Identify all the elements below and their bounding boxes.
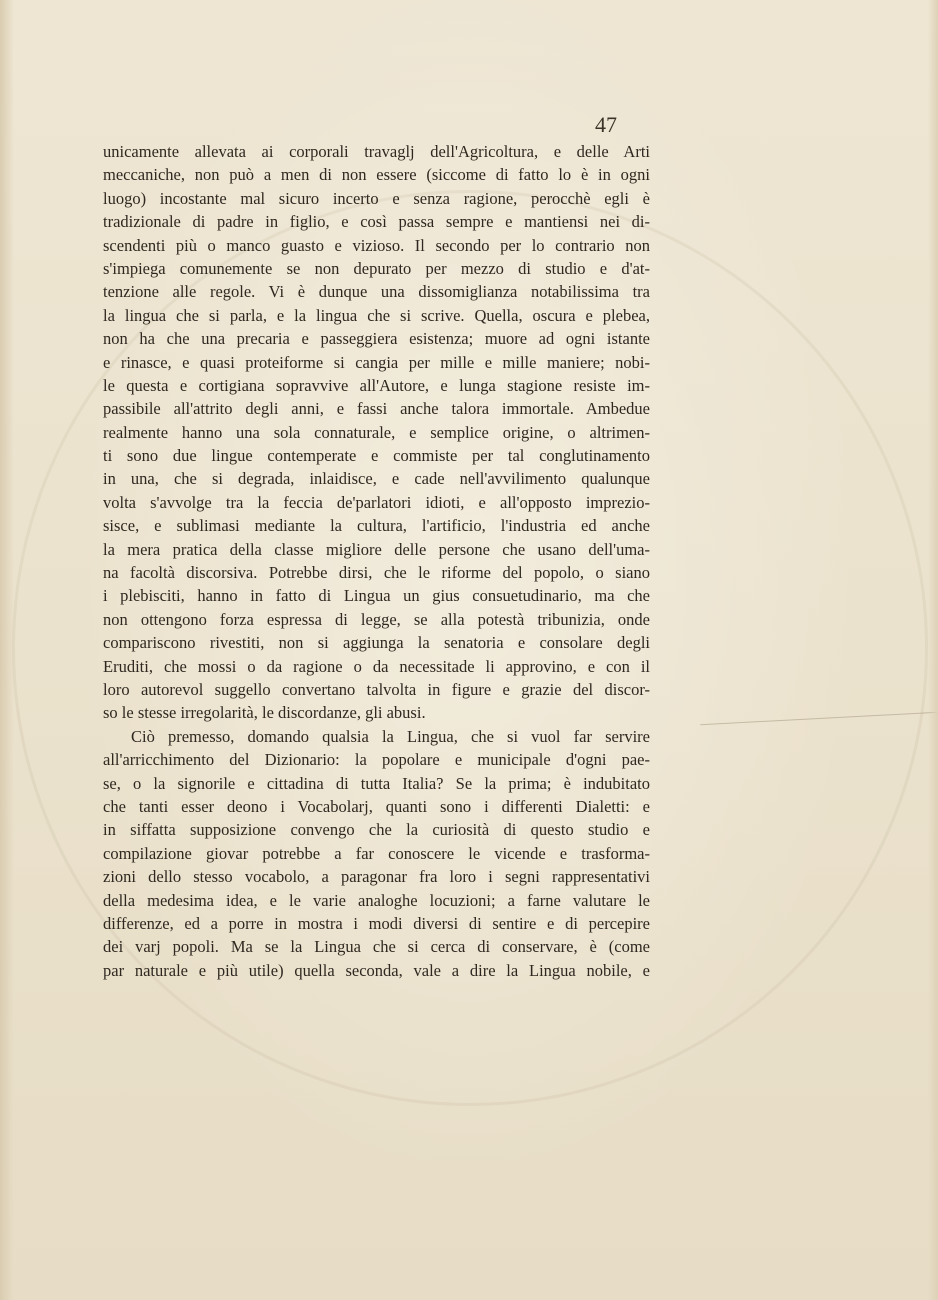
paper-crease (700, 712, 938, 725)
text-line: non ottengono forza espressa di legge, se alla potestà tribunizia, onde (103, 609, 650, 629)
text-line: na facoltà discorsiva. Potrebbe dirsi, che le riforme del popolo, o siano (103, 563, 650, 583)
text-line: volta s'avvolge tra la feccia de'parlatori idioti, e all'opposto imprezio- (103, 492, 650, 512)
text-line: in siffatta supposizione convengo che la curiosità di questo studio e (103, 820, 650, 840)
text-line: le questa e cortigiana sopravvive all'Autore, e lunga stagione resiste im- (103, 375, 650, 395)
text-line: tenzione alle regole. Vi è dunque una dissomiglianza notabilissima tra (103, 282, 650, 302)
text-line: in una, che si degrada, inlaidisce, e cade nell'avvilimento qualunque (103, 469, 650, 489)
text-line: all'arricchimento del Dizionario: la popolare e municipale d'ogni pae- (103, 750, 650, 770)
text-line: compariscono rivestiti, non si aggiunga la senatoria e consolare degli (103, 633, 650, 653)
paragraph-2 (103, 725, 650, 982)
text-line: passibile all'attrito degli anni, e fassi anche talora immortale. Ambedue (103, 399, 650, 419)
text-line: che tanti esser deono i Vocabolarj, quanti sono i differenti Dialetti: e (103, 796, 650, 816)
paragraph-1 (103, 140, 650, 725)
text-line: Eruditi, che mossi o da ragione o da necessitade li approvino, e con il (103, 656, 650, 676)
text-line: differenze, ed a porre in mostra i modi diversi di sentire e di percepire (103, 913, 650, 933)
text-line: s'impiega comunemente se non depurato per mezzo di studio e d'at- (103, 258, 650, 278)
text-line: zioni dello stesso vocabolo, a paragonar fra loro i segni rappresentativi (103, 867, 650, 887)
text-line: unicamente allevata ai corporali travaglj dell'Agricoltura, e delle Arti (103, 142, 650, 161)
text-line: luogo) incostante mal sicuro incerto e senza ragione, perocchè egli è (103, 188, 650, 208)
text-line: scendenti più o manco guasto e vizioso. Il secondo per lo contrario non (103, 235, 650, 255)
text-line: se, o la signorile e cittadina di tutta Italia? Se la prima; è indubitato (103, 773, 650, 793)
text-line: tradizionale di padre in figlio, e così passa sempre e mantiensi nei di- (103, 212, 650, 232)
page-number: 47 (595, 112, 617, 137)
text-line: so le stesse irregolarità, le discordanze, gli abusi. (103, 703, 426, 723)
text-line: ti sono due lingue contemperate e commiste per tal conglutinamento (103, 446, 650, 466)
text-line: dei varj popoli. Ma se la Lingua che si cerca di conservare, è (come (103, 937, 650, 957)
text-line: non ha che una precaria e passeggiera esistenza; muore ad ogni istante (103, 329, 650, 349)
text-line: compilazione giovar potrebbe a far conoscere le vicende e trasforma- (103, 843, 650, 863)
text-line: i plebisciti, hanno in fatto di Lingua un gius consuetudinario, ma che (103, 586, 650, 606)
text-line: Ciò premesso, domando qualsia la Lingua, che si vuol far servire (131, 726, 650, 746)
text-line: realmente hanno una sola connaturale, e semplice origine, o altrimen- (103, 422, 650, 442)
body-text (103, 140, 650, 982)
text-line: meccaniche, non può a men di non essere (siccome di fatto lo è in ogni (103, 165, 650, 185)
text-line: della medesima idea, e le varie analoghe locuzioni; a farne valutare le (103, 890, 650, 910)
text-line: par naturale e più utile) quella seconda, vale a dire la Lingua nobile, e (103, 960, 650, 980)
text-line: la lingua che si parla, e la lingua che si scrive. Quella, oscura e plebea, (103, 305, 650, 325)
text-line: loro autorevol suggello convertano talvolta in figure e grazie del discor- (103, 679, 650, 699)
text-line: e rinasce, e quasi proteiforme si cangia per mille e mille maniere; nobi- (103, 352, 650, 372)
text-line: sisce, e sublimasi mediante la cultura, l'artificio, l'industria ed anche (103, 516, 650, 536)
text-line: la mera pratica della classe migliore delle persone che usano dell'uma- (103, 539, 650, 559)
